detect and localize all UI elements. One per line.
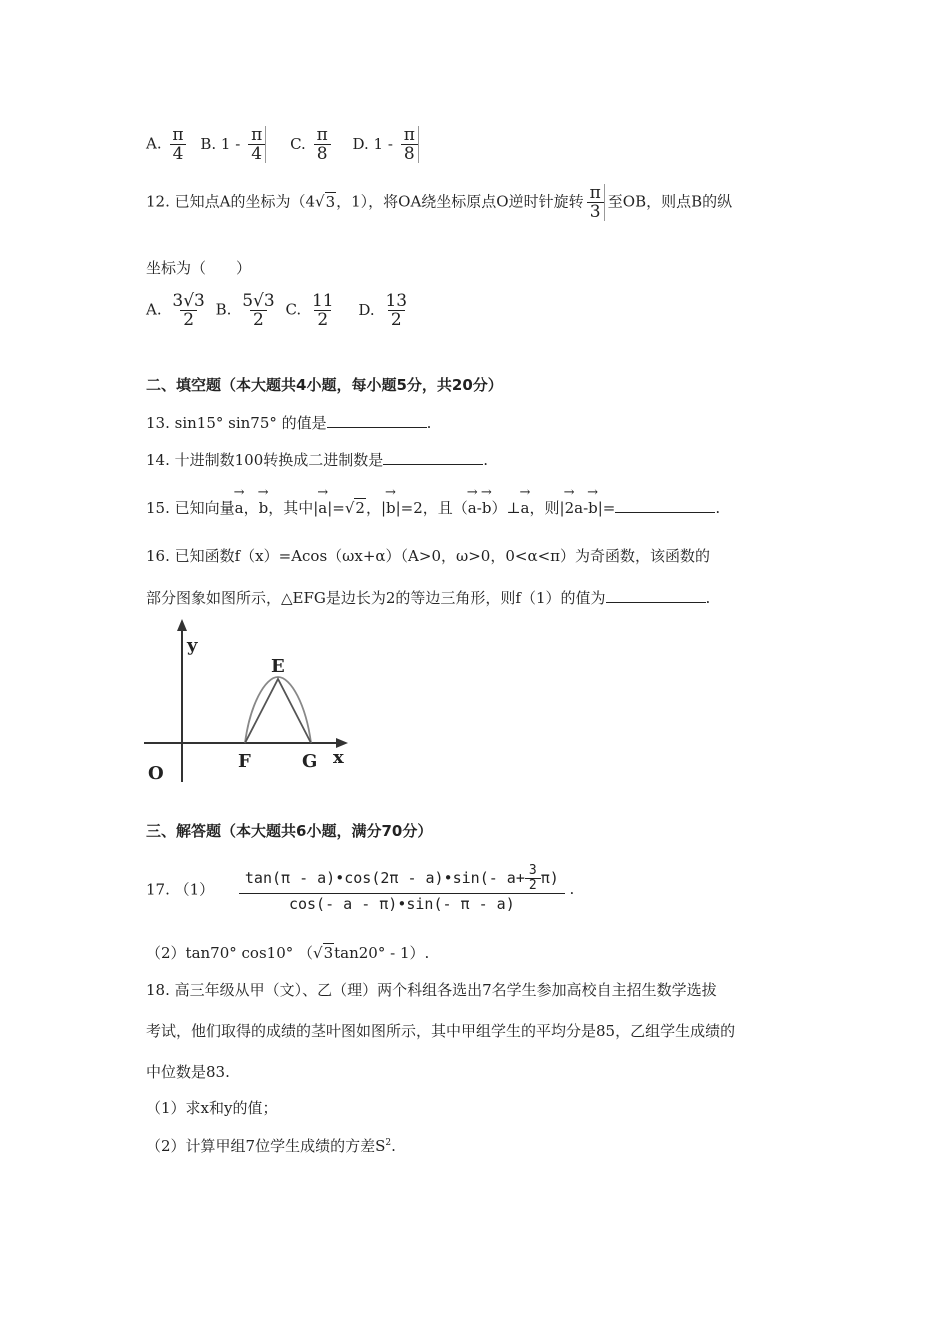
q16-line2: 部分图象如图所示，△EFG是边长为2的等边三角形，则f（1）的值为 . (146, 589, 711, 607)
vector-b: → b (259, 491, 269, 517)
q12-stem: 12. 已知点A的坐标为（4√3，1），将OA绕坐标原点O逆时针旋转 $\frac{\pi}{3}$ 至OB，则点B的纵 (146, 183, 733, 222)
answer-blank (615, 498, 715, 513)
label-x: x (333, 747, 344, 768)
q12-option-d-fraction: $\frac{13}{2}$ (385, 291, 408, 330)
answer-blank (383, 450, 483, 465)
vector-a: → a (235, 491, 244, 517)
section2-heading: 二、填空题（本大题共4小题，每小题5分，共20分） (146, 376, 503, 394)
q11-option-d-label: D. 1 - (352, 134, 393, 153)
label-G: G (302, 751, 318, 772)
q11-option-a-fraction: $\frac{\pi}{4}$ (169, 126, 186, 163)
q18-line3: 中位数是83. (146, 1063, 230, 1081)
q12-options: A. $\frac{3√3}{2}$ B. $\frac{5√3}{2}$ C. $\frac{11}{2}$ D. $\frac{13}{2}$ (146, 292, 413, 329)
answer-blank (327, 413, 427, 428)
sqrt-symbol: √ (344, 499, 355, 517)
q16-line1: 16. 已知函数f（x）=Acos（ωx+α）（A>0，ω>0，0<α<π）为奇函数，该函数的 (146, 547, 711, 565)
q12-rotation-fraction: $\frac{\pi}{3}$ (587, 184, 605, 221)
section3-heading: 三、解答题（本大题共6小题，满分70分） (146, 822, 433, 840)
q12-option-b-fraction: $\frac{5√3}{2}$ (242, 291, 275, 330)
sqrt-symbol: √ (313, 944, 323, 962)
q15: 15. 已知向量→ a，→ b，其中|→ a|=√2，|→ b|=2，且（→ a-→ b）⊥→ a，则|→ 2a-→ b|= . (146, 491, 720, 518)
q17-expression: tan(π - a)•cos(2π - a)•sin(- a+ $\frac{3}{2}$ π) cos(- a - π)•sin(- π - a) (239, 864, 565, 914)
q18-part2-full (0, 0, 1, 1)
label-O: O (148, 763, 164, 784)
label-E: E (271, 656, 285, 677)
q11-options (146, 126, 422, 163)
function-graph-figure (140, 615, 355, 785)
q18-line2: 考试，他们取得的成绩的茎叶图如图所示，其中甲组学生的平均分是85，乙组学生成绩的 (146, 1022, 736, 1040)
q11-option-c-fraction: $\frac{\pi}{8}$ (314, 126, 331, 163)
q12-stem-line2: 坐标为（ ） (146, 259, 252, 277)
q17-part1: 17. （1） tan(π - a)•cos(2π - a)•sin(- a+ $\frac{3}{2}$ π) cos(- a - π)•sin(- π - a) . (146, 863, 575, 913)
triangle-efg (245, 679, 311, 743)
q12-option-a-fraction: $\frac{3√3}{2}$ (172, 291, 205, 330)
q14: 14. 十进制数100转换成二进制数是 . (146, 451, 489, 469)
label-F: F (238, 751, 251, 772)
q11-option-b-fraction: $\frac{\pi}{4}$ (248, 126, 266, 163)
cosine-curve (245, 677, 311, 743)
q18-part2: （2）计算甲组7位学生成绩的方差$S^2$. (146, 1137, 396, 1155)
label-y: y (187, 635, 198, 656)
q18-line1: 18. 高三年级从甲（文）、乙（理）两个科组各选出7名学生参加高校自主招生数学选拔 (146, 981, 717, 999)
sqrt-symbol: √ (315, 192, 325, 211)
q12-option-c-fraction: $\frac{11}{2}$ (311, 291, 334, 330)
q13: 13. sin15° sin75° 的值是 . (146, 414, 432, 432)
q11-option-b-label: B. 1 - (200, 134, 241, 153)
q17-part2: （2）tan70° cos10° （√3tan20° - 1）. (146, 944, 430, 962)
q18-part1: （1）求x和y的值； (146, 1099, 278, 1117)
q11-option-a-label: A. (146, 134, 162, 153)
q11-option-d-fraction: $\frac{\pi}{8}$ (401, 126, 419, 163)
q11-option-c-label: C. (290, 134, 306, 153)
y-axis-arrow (177, 619, 187, 631)
answer-blank (606, 588, 706, 603)
